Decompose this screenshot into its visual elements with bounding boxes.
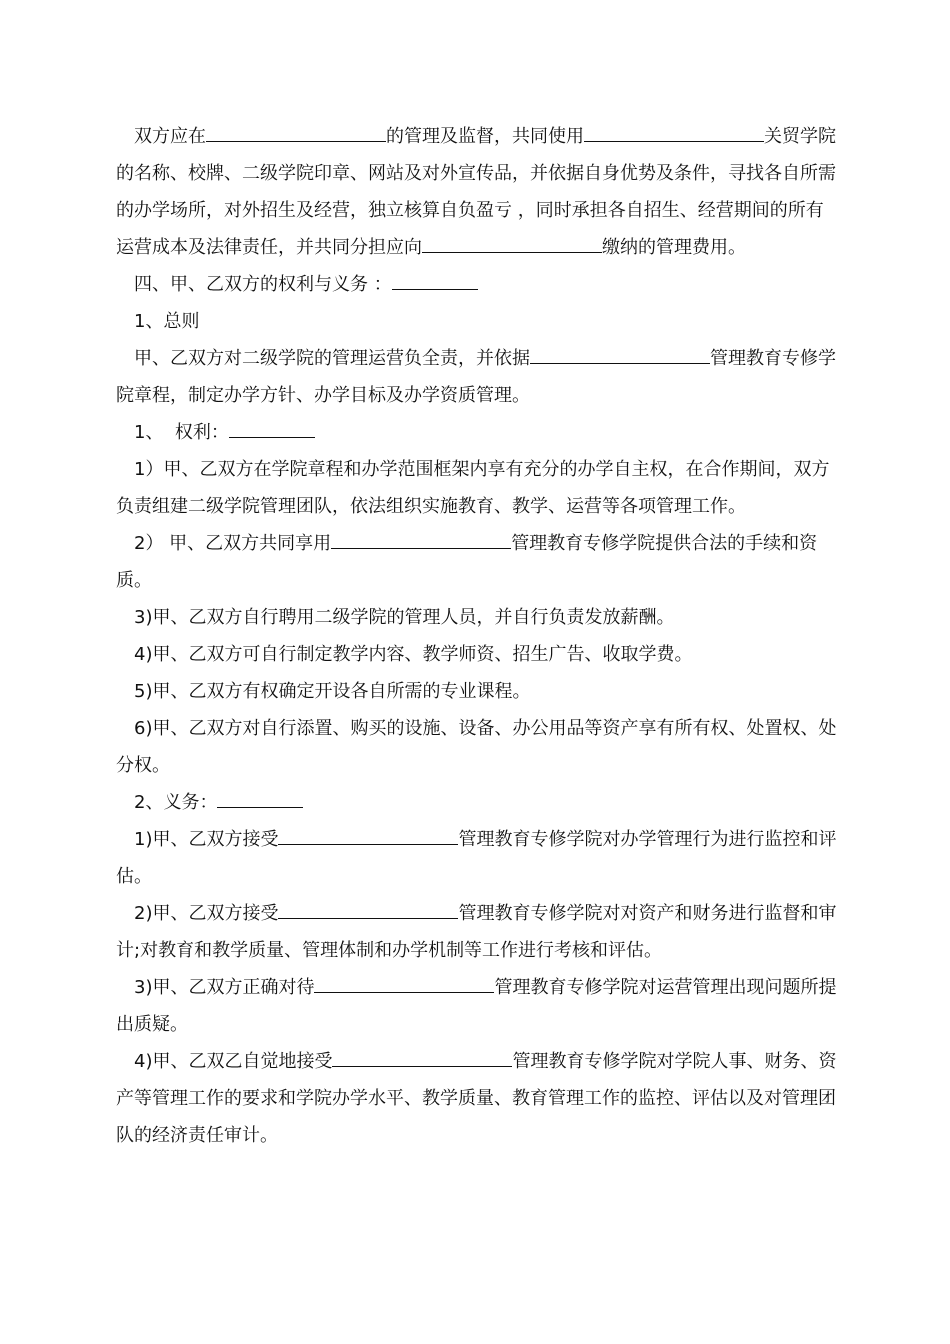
fill-blank[interactable] (206, 125, 386, 142)
text: 6)甲、乙双方对自行添置、购买的设施、设备、办公用品等资产享有所有权、处置权、处分权。 (116, 718, 837, 776)
text: 管理教育专修学院提供合法的手续和资质。 (116, 533, 818, 591)
text: 4)甲、乙双乙自觉地接受 (134, 1051, 333, 1072)
text: 四、甲、乙双方的权利与义务 ： (134, 274, 392, 295)
rights-item-3 (116, 599, 840, 636)
rights-item-4 (116, 636, 840, 673)
fill-blank[interactable] (530, 347, 710, 364)
text: 的管理及监督，共同使用 (386, 126, 584, 147)
paragraph-management-supervision (116, 118, 840, 266)
duties-item-3 (116, 969, 840, 1043)
fill-blank[interactable] (392, 273, 478, 290)
text: 缴纳的管理费用。 (602, 237, 746, 258)
text: 3)甲、乙双方自行聘用二级学院的管理人员，并自行负责发放薪酬。 (134, 607, 675, 628)
fill-blank[interactable] (278, 828, 458, 845)
fill-blank[interactable] (422, 236, 602, 253)
heading-general (116, 303, 840, 340)
text: 甲、乙双方对二级学院的管理运营负全责，并依据 (134, 348, 530, 369)
heading-rights (116, 414, 840, 451)
fill-blank[interactable] (229, 421, 315, 438)
rights-item-1 (116, 451, 840, 525)
text: 1、 权利： (134, 422, 229, 443)
text: 3)甲、乙双方正确对待 (134, 977, 315, 998)
text: 管理教育专修学院对办学管理行为进行监控和评估。 (116, 829, 837, 887)
duties-item-4 (116, 1043, 840, 1154)
text: 管理教育专修学院对运营管理出现问题所提出质疑。 (116, 977, 837, 1035)
text: 2） 甲、乙双方共同享用 (134, 533, 332, 554)
rights-item-5 (116, 673, 840, 710)
paragraph-general (116, 340, 840, 414)
fill-blank[interactable] (217, 791, 303, 808)
rights-item-2 (116, 525, 840, 599)
text: 1）甲、乙双方在学院章程和办学范围框架内享有充分的办学自主权，在合作期间，双方负责组建二级学院管理团队，依法组织实施教育、教学、运营等各项管理工作。 (116, 459, 830, 517)
text: 1、总则 (134, 311, 200, 332)
fill-blank[interactable] (331, 532, 511, 549)
text: 2、义务： (134, 792, 218, 813)
heading-rights-obligations (116, 266, 840, 303)
duties-item-1 (116, 821, 840, 895)
duties-item-2 (116, 895, 840, 969)
text: 5)甲、乙双方有权确定开设各自所需的专业课程。 (134, 681, 531, 702)
fill-blank[interactable] (584, 125, 764, 142)
text: 关贸学院的名称、校牌、二级学院印章、网站及对外宣传品，并依据自身优势及条件，寻找各自所需的办学场所，对外招生及经营，独立核算自负盈亏 ，同时承担各自招生、经营期间的所有运营成本及法律责任，并共同分担应向 (116, 126, 836, 258)
text: 双方应在 (134, 126, 206, 147)
fill-blank[interactable] (332, 1050, 512, 1067)
fill-blank[interactable] (278, 902, 458, 919)
text: 管理教育专修学院对对资产和财务进行监督和审计;对教育和教学质量、管理体制和办学机制等工作进行考核和评估。 (116, 903, 837, 961)
text: 管理教育专修学院对学院人事、财务、资产等管理工作的要求和学院办学水平、教学质量、教育管理工作的监控、评估以及对管理团队的经济责任审计。 (116, 1051, 837, 1146)
rights-item-6 (116, 710, 840, 784)
text: 管理教育专修学院章程，制定办学方针、办学目标及办学资质管理。 (116, 348, 836, 406)
text: 4)甲、乙双方可自行制定教学内容、教学师资、招生广告、收取学费。 (134, 644, 693, 665)
fill-blank[interactable] (314, 976, 494, 993)
text: 1)甲、乙双方接受 (134, 829, 279, 850)
heading-duties (116, 784, 840, 821)
text: 2)甲、乙双方接受 (134, 903, 279, 924)
